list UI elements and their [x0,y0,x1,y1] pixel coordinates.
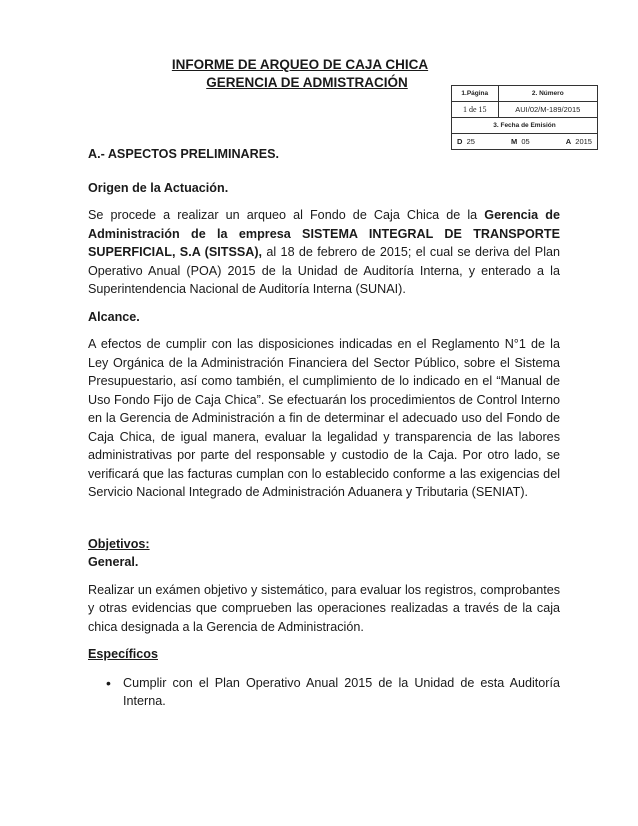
section-a-heading: A.- ASPECTOS PRELIMINARES. [88,147,280,161]
day-value: 25 [466,137,475,146]
origen-paragraph [88,206,560,299]
spacer [88,511,560,535]
day-label: D [457,137,463,146]
general-heading: General. [88,555,139,569]
list-item: • Cumplir con el Plan Operativo Anual 2015 de la Unidad de esta Auditoría Interna. [123,674,560,711]
alcance-paragraph: A efectos de cumplir con las disposiciones indicadas en el Reglamento N°1 de la Ley Orgánica de la Administración Financiera del Sector Público, sobre el Sistema Presupuestario, así como también, el cumplimiento de lo indicado en el “Manual de Uso Fondo Fijo de Caja Chica”. Se efectuarán los procedimientos de Control Interno en la Gerencia de Administración a fin de determinar el adecuado uso del Fondo de Caja Chica, de igual manera, evaluar la legalidad y transparencia de las labores administrativas por parte del responsable y custodio de la Caja. Por otro lado, se verificará que las facturas cumplan con lo establecido conforme a las exigencias del Servicio Nacional Integrado de Administración Aduanera y Tributaria (SENIAT). [88,337,560,499]
especificos-heading: Específicos [88,647,158,661]
page-value-cell: 1 de 15 [452,102,499,118]
month-value: 05 [521,137,530,146]
number-header-cell: 2. Número [498,86,597,102]
number-value-cell: AUI/02/M-189/2015 [498,102,597,118]
origen-text-2: al 18 de febrero de 2015; el cual se deriva del Plan Operativo Anual (POA) 2015 de la Unidad de Auditoría Interna, y enterado a la Superintendencia Nacional de Auditoría Interna (SUNAI). [88,245,561,296]
document-info-table [451,85,598,150]
year-label: A [565,137,572,146]
page-header-cell: 1.Página [452,86,499,102]
document-body [88,145,560,711]
origen-text-1: Se procede a realizar un arqueo al Fondo de Caja Chica de la [88,208,485,222]
objetivos-heading: Objetivos: [88,536,150,551]
title-line-1: INFORME DE ARQUEO DE CAJA CHICA [171,57,429,72]
date-header-cell: 3. Fecha de Emisión [452,118,598,134]
year-field [566,137,592,146]
alcance-heading: Alcance. [88,309,140,324]
especificos-list [88,674,560,711]
year-value: 2015 [575,137,592,146]
general-paragraph: Realizar un exámen objetivo y sistemático, para evaluar los registros, comprobantes y otras evidencias que comprueben las operaciones realizadas a través de la caja chica designada a la Gerencia de Administración. [88,582,560,634]
month-label: M [510,137,518,146]
document-title [140,56,460,92]
origen-text-bold: Gerencia de Administración de la empresa SISTEMA INTEGRAL DE TRANSPORTE SUPERFICIAL, S.A (SITSSA), [88,208,560,259]
origen-heading: Origen de la Actuación. [88,180,229,195]
title-line-2: GERENCIA DE ADMISTRACIÓN [206,75,408,90]
